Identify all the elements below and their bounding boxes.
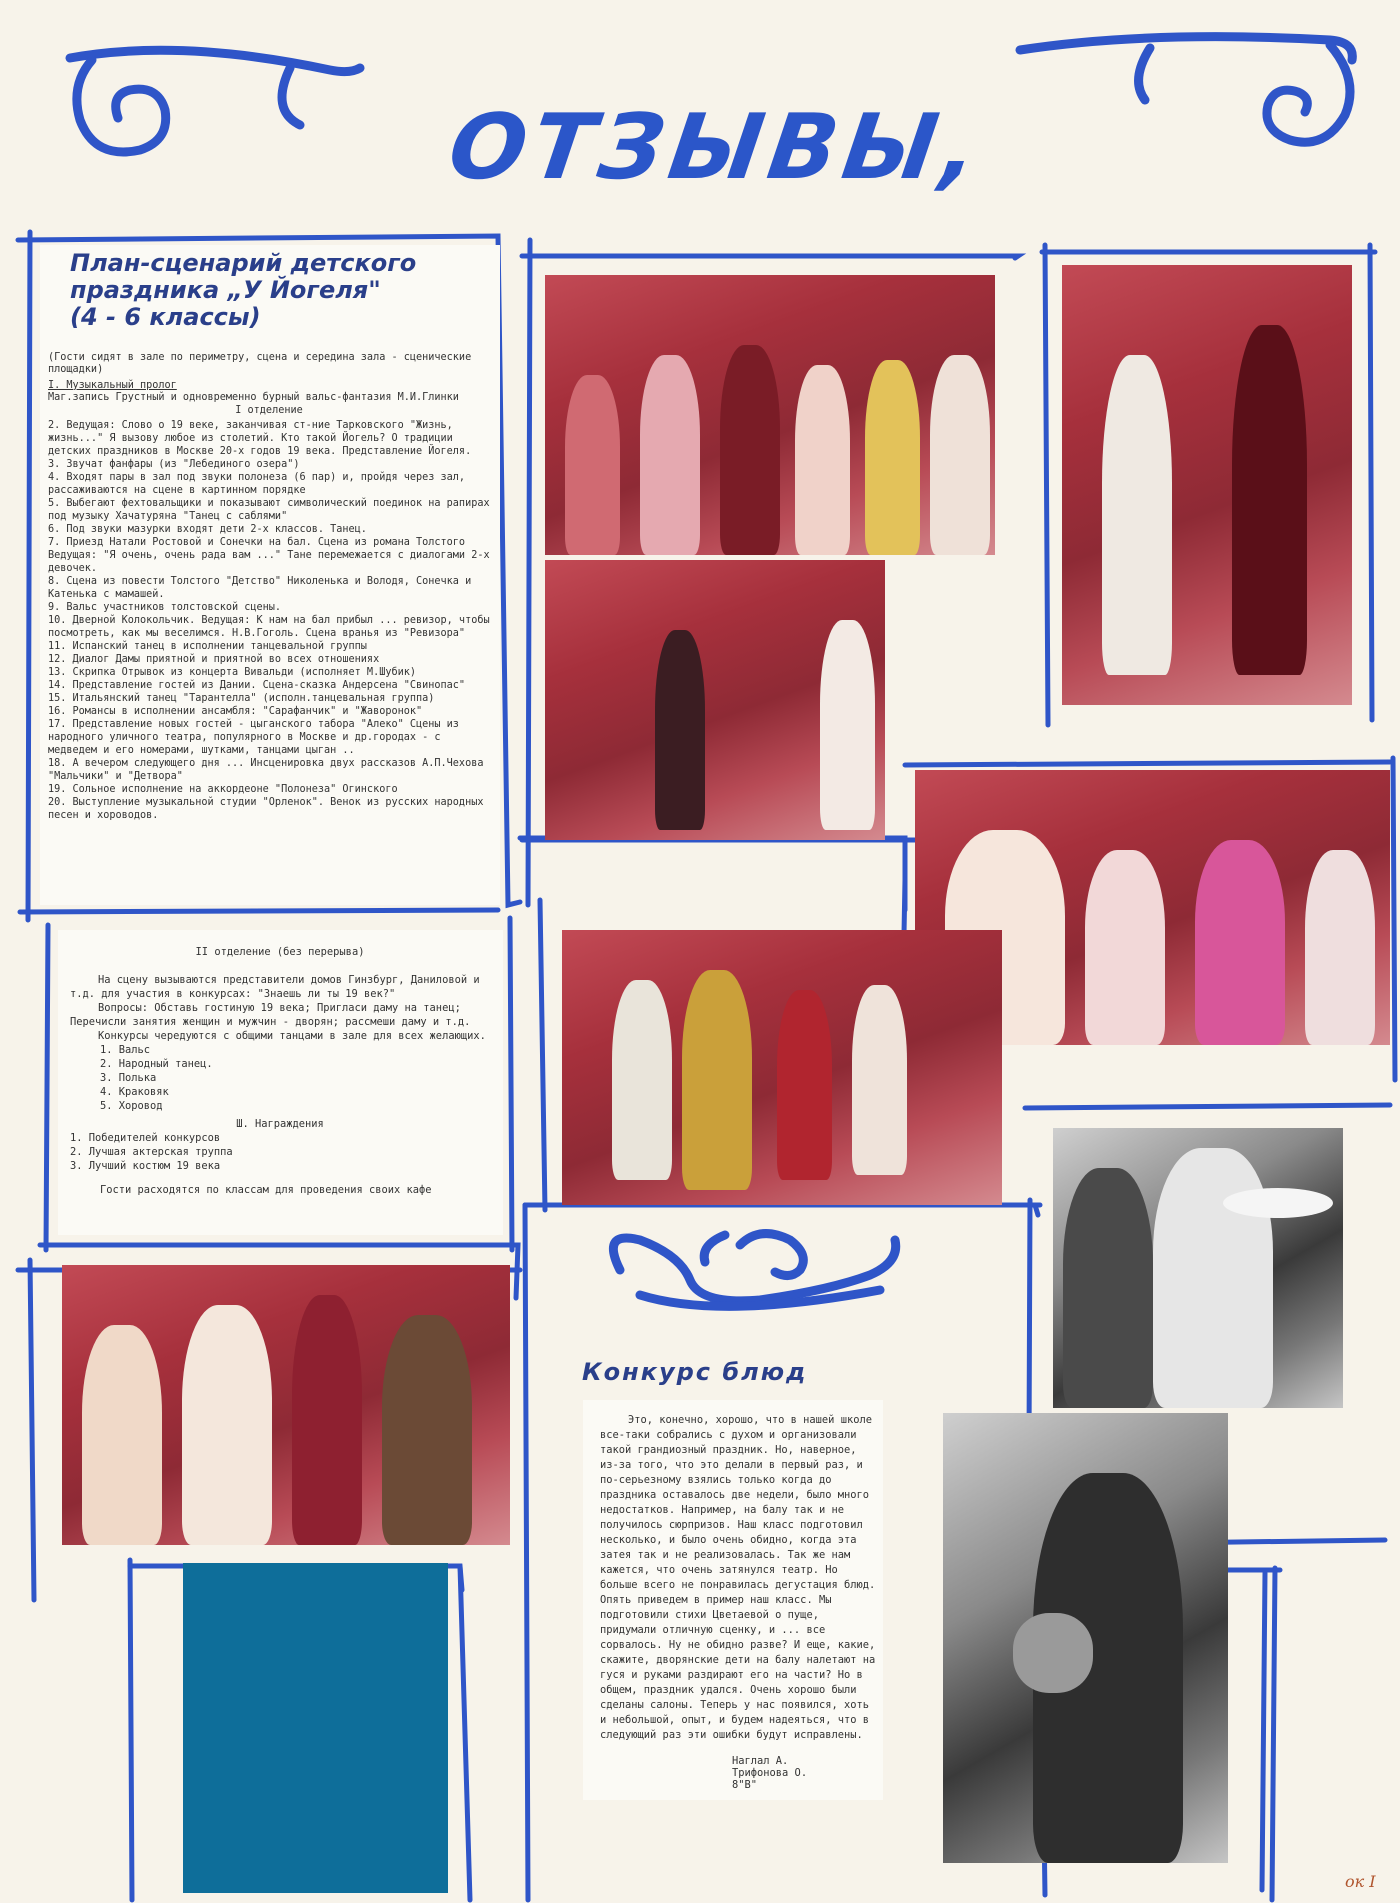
photo-two-boys-scene bbox=[545, 560, 885, 840]
part2-dances-intro: Конкурсы чередуются с общими танцами в зале для всех желающих. bbox=[98, 1030, 486, 1042]
photo-boy-eating bbox=[943, 1413, 1228, 1863]
signature-line: Наглал А. bbox=[732, 1755, 789, 1767]
list-item: 16. Романсы в исполнении ансамбля: "Сарафанчик" и "Жаворонок" bbox=[48, 706, 423, 718]
plan-heading-line1: План-сценарий детского bbox=[70, 249, 417, 277]
blue-paper-square bbox=[183, 1563, 448, 1893]
part2-dances bbox=[70, 1043, 490, 1113]
list-item: 5. Хоровод bbox=[100, 1100, 163, 1112]
photo-fencers bbox=[1062, 265, 1352, 705]
plan-heading-line2: праздника „У Йогеля" bbox=[70, 276, 381, 304]
list-item: 10. Дверной Колокольчик. Ведущая: К нам на бал прибыл ... ревизор, чтобы посмотреть, как мы веселимся. Н.В.Гоголь. Сцена вранья из "Ревизора" bbox=[48, 615, 490, 640]
signature-line: Трифонова О. bbox=[732, 1767, 808, 1779]
plan-heading bbox=[70, 250, 490, 331]
list-item: 1. Вальс bbox=[100, 1044, 151, 1056]
list-item: 5. Выбегают фехтовальщики и показывают символический поединок на рапирах под музыку Хачатуряна "Танец с саблями" bbox=[48, 498, 490, 523]
list-item: 2. Ведущая: Слово о 19 веке, заканчивая ст-ние Тарковского "Жизнь, жизнь..." Я вызову любое из столетий. Кто такой Йогель? О традиции детских праздников в Москве 20-х годов 19 века. Представление Йогеля. bbox=[48, 420, 472, 458]
list-item: 4. Входят пары в зал под звуки полонеза (6 пар) и, пройдя через зал, рассаживаются на сцене в картинном порядке bbox=[48, 472, 466, 497]
list-item: 2. Народный танец. bbox=[100, 1058, 213, 1070]
list-item: 9. Вальс участников толстовской сцены. bbox=[48, 602, 282, 614]
list-item: 3. Звучат фанфары (из "Лебединого озера") bbox=[48, 459, 300, 471]
signature-line: 8"В" bbox=[732, 1779, 758, 1791]
part2-title: II отделение (без перерыва) bbox=[195, 946, 365, 958]
list-item: 6. Под звуки мазурки входят дети 2-х классов. Танец. bbox=[48, 524, 367, 536]
list-item: 8. Сцена из повести Толстого "Детство" Николенька и Володя, Сонечка и Катенька с мамашей. bbox=[48, 576, 472, 601]
list-item: 12. Диалог Дамы приятной и приятной во всех отношениях bbox=[48, 654, 380, 666]
contest-heading: Конкурс блюд bbox=[582, 1358, 808, 1386]
part2-awards-title: Ш. Награждения bbox=[236, 1118, 324, 1130]
list-item: 19. Сольное исполнение на аккордеоне "Полонеза" Огинского bbox=[48, 784, 398, 796]
part2-intro: На сцену вызываются представители домов Гинзбург, Даниловой и т.д. для участия в конкурсах: "Знаешь ли ты 19 век?" bbox=[70, 974, 480, 1000]
list-item: 18. А вечером следующего дня ... Инсценировка двух рассказов А.П.Чехова "Мальчики" и "Детвора" bbox=[48, 758, 484, 783]
photo-boys-with-plate bbox=[1053, 1128, 1343, 1408]
list-item: 17. Представление новых гостей - цыганского табора "Алеко" Сцены из народного уличного театра, популярного в Москве и др.городах - с медведем и его номерами, шутками, танцами цыган .. bbox=[48, 719, 459, 757]
plan-body bbox=[48, 352, 490, 822]
plan-part1-title: I. Музыкальный пролог bbox=[48, 379, 177, 391]
part2-questions: Вопросы: Обставь гостиную 19 века; Пригласи даму на танец; Перечисли занятия женщин и мужчин - дворян; рассмеши даму и т.д. bbox=[70, 1002, 471, 1028]
part2-closing: Гости расходятся по классам для проведения своих кафе bbox=[100, 1184, 432, 1196]
corner-mark: ок I bbox=[1345, 1872, 1376, 1891]
list-item: 3. Лучший костюм 19 века bbox=[70, 1160, 221, 1172]
plan-heading-line3: (4 - 6 классы) bbox=[70, 303, 261, 331]
part2-body bbox=[70, 945, 490, 1197]
list-item: 1. Победителей конкурсов bbox=[70, 1132, 221, 1144]
list-item: 14. Представление гостей из Дании. Сцена-сказка Андерсена "Свинопас" bbox=[48, 680, 466, 692]
photo-folk-dance bbox=[562, 930, 1002, 1205]
part2-awards bbox=[70, 1131, 490, 1173]
list-item: 11. Испанский танец в исполнении танцевальной группы bbox=[48, 641, 367, 653]
list-item: 4. Краковяк bbox=[100, 1086, 169, 1098]
photo-tasting bbox=[62, 1265, 510, 1545]
list-item: 7. Приезд Натали Ростовой и Сонечки на бал. Сцена из романа Толстого Ведущая: "Я очень, очень рада вам ..." Тане перемежается с диалогами 2-х девочек. bbox=[48, 537, 490, 575]
plan-intro: (Гости сидят в зале по периметру, сцена и середина зала - сценические площадки) bbox=[48, 352, 472, 376]
plan-section-label: I отделение bbox=[235, 404, 303, 416]
contest-signature bbox=[600, 1755, 878, 1791]
plan-items bbox=[48, 419, 490, 822]
contest-text: Это, конечно, хорошо, что в нашей школе все-таки собрались с духом и организовали такой грандиозный праздник. Но, наверное, из-за того, что это делали в первый раз, и по-серьезному взялись только когда до праздника оставалось две недели, было много недостатков. Например, на балу так и не получилось сюрпризов. Наш класс подготовил несколько, и было очень обидно, когда эта затея так и не реализовалась. Так же нам кажется, что очень затянулся театр. Но больше всего не понравилась дегустация блюд. Опять приведем в пример наш класс. Мы подготовили стихи Цветаевой о пуще, придумали отличную сценку, и ... все сорвалось. Ну не обидно разве? И еще, какие, скажите, дворянские дети на балу налетают на гуся и руками раздирают его на части? Но в общем, праздник удался. Очень хорошо были сделаны салоны. Теперь у нас появился, хоть и небольшой, опыт, и будем надеяться, что в следующий раз эти ошибки будут исправлены. bbox=[600, 1414, 876, 1741]
list-item: 2. Лучшая актерская труппа bbox=[70, 1146, 233, 1158]
page-title: ОТЗЫВЫ, bbox=[442, 95, 991, 200]
contest-body bbox=[600, 1413, 878, 1791]
list-item: 20. Выступление музыкальной студии "Орленок". Венок из русских народных песен и хороводов. bbox=[48, 797, 484, 822]
photo-costumed-group bbox=[545, 275, 995, 555]
plan-part1-text: Маг.запись Грустный и одновременно бурный вальс-фантазия М.И.Глинки bbox=[48, 392, 459, 404]
list-item: 15. Итальянский танец "Тарантелла" (исполн.танцевальная группа) bbox=[48, 693, 435, 705]
list-item: 3. Полька bbox=[100, 1072, 157, 1084]
list-item: 13. Скрипка Отрывок из концерта Вивальди (исполняет М.Шубик) bbox=[48, 667, 417, 679]
